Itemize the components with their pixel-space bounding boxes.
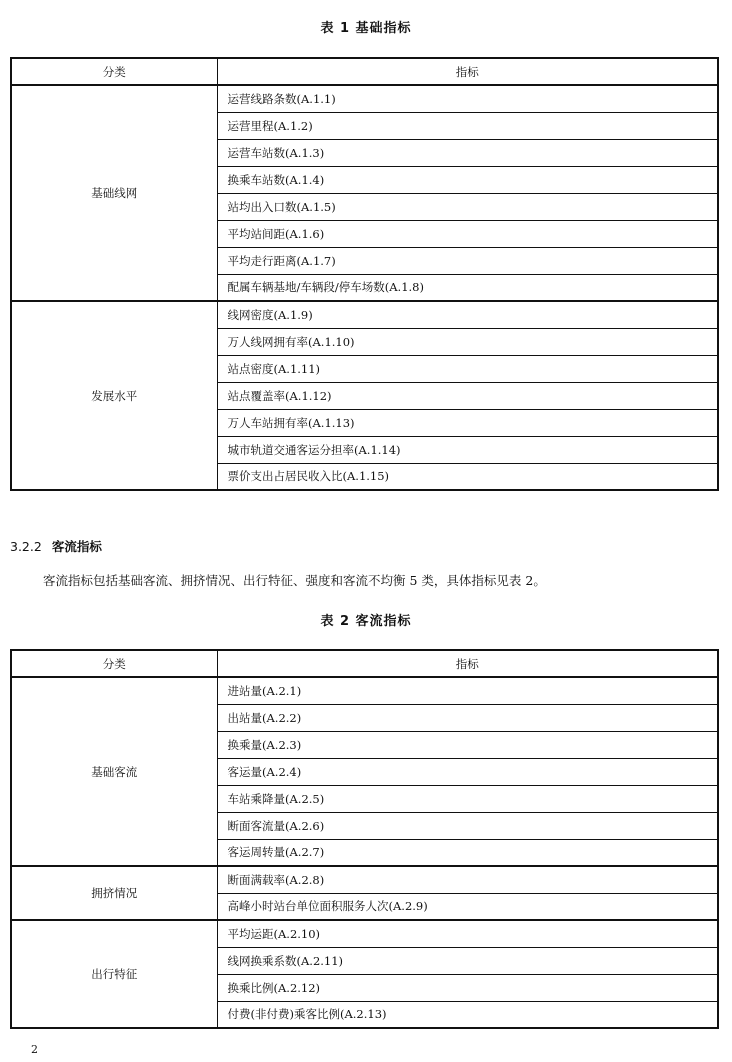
indicator-cell: 票价支出占居民收入比(A.1.15)	[217, 463, 718, 490]
table-row	[11, 301, 718, 328]
indicator-cell: 高峰小时站台单位面积服务人次(A.2.9)	[217, 893, 718, 920]
indicator-cell: 城市轨道交通客运分担率(A.1.14)	[217, 436, 718, 463]
category-cell: 发展水平	[11, 301, 217, 490]
indicator-cell: 换乘量(A.2.3)	[217, 731, 718, 758]
header-category: 分类	[11, 650, 217, 677]
indicator-cell: 站点覆盖率(A.1.12)	[217, 382, 718, 409]
indicator-cell: 万人车站拥有率(A.1.13)	[217, 409, 718, 436]
indicator-cell: 万人线网拥有率(A.1.10)	[217, 328, 718, 355]
page-number: 2	[31, 1043, 38, 1056]
indicator-cell: 线网换乘系数(A.2.11)	[217, 947, 718, 974]
indicator-cell: 付费(非付费)乘客比例(A.2.13)	[217, 1001, 718, 1028]
indicator-cell: 站均出入口数(A.1.5)	[217, 193, 718, 220]
category-cell: 拥挤情况	[11, 866, 217, 920]
indicator-cell: 客运周转量(A.2.7)	[217, 839, 718, 866]
table-row	[11, 866, 718, 893]
table-row	[11, 920, 718, 947]
indicator-cell: 换乘比例(A.2.12)	[217, 974, 718, 1001]
table-header-row	[11, 650, 718, 677]
section-number: 3.2.2	[10, 539, 42, 554]
indicator-cell: 运营线路条数(A.1.1)	[217, 85, 718, 112]
table1-title: 表 1 基础指标	[320, 21, 412, 36]
indicator-cell: 断面客流量(A.2.6)	[217, 812, 718, 839]
category-cell: 出行特征	[11, 920, 217, 1028]
header-indicator: 指标	[217, 58, 718, 85]
indicator-cell: 换乘车站数(A.1.4)	[217, 166, 718, 193]
table-header-row	[11, 58, 718, 85]
indicator-cell: 平均走行距离(A.1.7)	[217, 247, 718, 274]
indicator-cell: 平均站间距(A.1.6)	[217, 220, 718, 247]
indicator-cell: 客运量(A.2.4)	[217, 758, 718, 785]
header-category: 分类	[11, 58, 217, 85]
indicator-cell: 进站量(A.2.1)	[217, 677, 718, 704]
table2-title: 表 2 客流指标	[320, 614, 412, 629]
indicator-cell: 平均运距(A.2.10)	[217, 920, 718, 947]
indicator-cell: 断面满载率(A.2.8)	[217, 866, 718, 893]
header-indicator: 指标	[217, 650, 718, 677]
indicator-cell: 运营里程(A.1.2)	[217, 112, 718, 139]
indicator-cell: 车站乘降量(A.2.5)	[217, 785, 718, 812]
indicator-cell: 线网密度(A.1.9)	[217, 301, 718, 328]
table1	[10, 57, 719, 491]
indicator-cell: 运营车站数(A.1.3)	[217, 139, 718, 166]
table-row	[11, 85, 718, 112]
indicator-cell: 出站量(A.2.2)	[217, 704, 718, 731]
section-heading	[10, 537, 102, 555]
table-row	[11, 677, 718, 704]
category-cell: 基础客流	[11, 677, 217, 866]
section-paragraph: 客流指标包括基础客流、拥挤情况、出行特征、强度和客流不均衡 5 类，具体指标见表 2。	[43, 573, 546, 588]
section-title: 客流指标	[51, 539, 102, 554]
table2	[10, 649, 719, 1029]
category-cell: 基础线网	[11, 85, 217, 301]
indicator-cell: 配属车辆基地/车辆段/停车场数(A.1.8)	[217, 274, 718, 301]
indicator-cell: 站点密度(A.1.11)	[217, 355, 718, 382]
